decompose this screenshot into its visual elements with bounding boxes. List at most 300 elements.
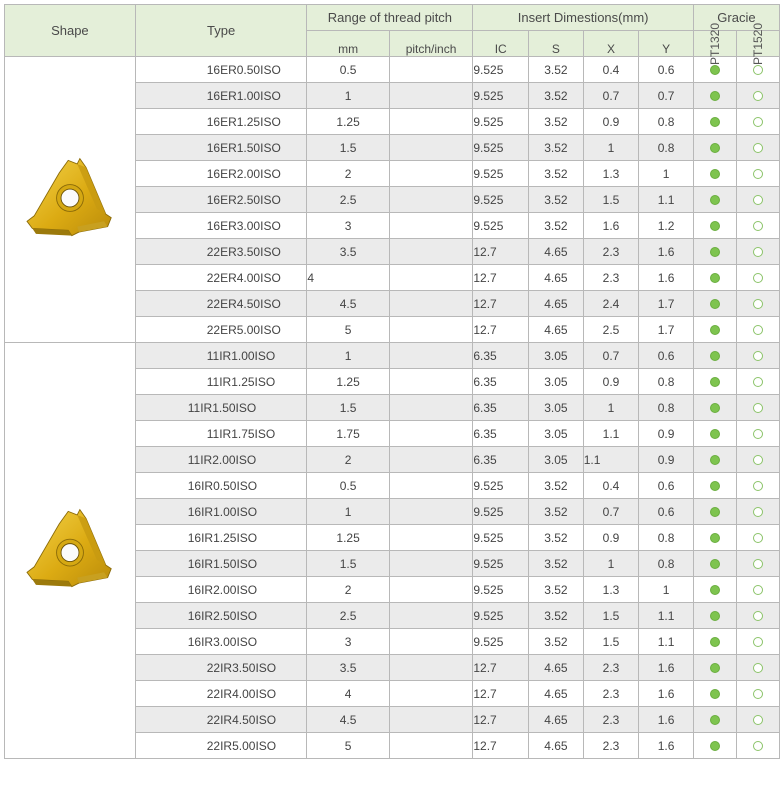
grade-pt1320-cell — [693, 681, 736, 707]
empty-dot-icon — [753, 117, 763, 127]
type-cell: 16IR1.00ISO — [135, 499, 307, 525]
pitch-mm-cell: 5 — [307, 317, 389, 343]
pitch-inch-cell — [389, 473, 473, 499]
s-cell: 4.65 — [529, 239, 584, 265]
pitch-inch-cell — [389, 707, 473, 733]
s-cell: 3.52 — [529, 57, 584, 83]
grade-pt1520-cell — [736, 499, 779, 525]
type-cell: 16ER1.50ISO — [135, 135, 307, 161]
grade-pt1520-cell — [736, 655, 779, 681]
grade-pt1520-cell — [736, 83, 779, 109]
header-s: S — [529, 31, 584, 57]
y-cell: 1.6 — [639, 707, 694, 733]
y-cell: 0.8 — [639, 395, 694, 421]
empty-dot-icon — [753, 455, 763, 465]
x-cell: 0.9 — [583, 369, 639, 395]
y-cell: 1.1 — [639, 629, 694, 655]
pitch-inch-cell — [389, 551, 473, 577]
filled-dot-icon — [710, 559, 720, 569]
filled-dot-icon — [710, 351, 720, 361]
y-cell: 1.6 — [639, 681, 694, 707]
grade-pt1320-cell — [693, 707, 736, 733]
pitch-inch-cell — [389, 395, 473, 421]
x-cell: 1.3 — [583, 577, 639, 603]
y-cell: 1.2 — [639, 213, 694, 239]
s-cell: 3.52 — [529, 629, 584, 655]
y-cell: 0.8 — [639, 369, 694, 395]
filled-dot-icon — [710, 715, 720, 725]
type-cell: 11IR2.00ISO — [135, 447, 307, 473]
ic-cell: 9.525 — [473, 525, 529, 551]
grade-pt1520-cell — [736, 109, 779, 135]
y-cell: 1.7 — [639, 291, 694, 317]
type-cell: 16IR1.25ISO — [135, 525, 307, 551]
ic-cell: 6.35 — [473, 343, 529, 369]
y-cell: 1.7 — [639, 317, 694, 343]
grade-pt1320-cell — [693, 369, 736, 395]
filled-dot-icon — [710, 117, 720, 127]
grade-pt1520-cell — [736, 733, 779, 759]
pitch-inch-cell — [389, 733, 473, 759]
filled-dot-icon — [710, 481, 720, 491]
filled-dot-icon — [710, 741, 720, 751]
pitch-mm-cell: 2 — [307, 447, 389, 473]
ic-cell: 9.525 — [473, 499, 529, 525]
empty-dot-icon — [753, 65, 763, 75]
y-cell: 1.1 — [639, 187, 694, 213]
y-cell: 0.6 — [639, 343, 694, 369]
type-cell: 11IR1.00ISO — [135, 343, 307, 369]
x-cell: 1 — [583, 551, 639, 577]
x-cell: 0.7 — [583, 499, 639, 525]
s-cell: 3.05 — [529, 395, 584, 421]
filled-dot-icon — [710, 611, 720, 621]
grade-pt1320-cell — [693, 135, 736, 161]
ic-cell: 12.7 — [473, 681, 529, 707]
grade-pt1520-cell — [736, 265, 779, 291]
x-cell: 1 — [583, 135, 639, 161]
grade-pt1320-cell — [693, 577, 736, 603]
grade-pt1320-cell — [693, 239, 736, 265]
pitch-mm-cell: 2.5 — [307, 603, 389, 629]
grade-pt1320-cell — [693, 317, 736, 343]
pitch-inch-cell — [389, 187, 473, 213]
x-cell: 2.4 — [583, 291, 639, 317]
filled-dot-icon — [710, 65, 720, 75]
x-cell: 1 — [583, 395, 639, 421]
pitch-inch-cell — [389, 265, 473, 291]
header-x: X — [583, 31, 639, 57]
grade-pt1520-cell — [736, 135, 779, 161]
y-cell: 1.6 — [639, 733, 694, 759]
x-cell: 2.3 — [583, 733, 639, 759]
pitch-inch-cell — [389, 135, 473, 161]
filled-dot-icon — [710, 221, 720, 231]
s-cell: 3.52 — [529, 473, 584, 499]
header-mm: mm — [307, 31, 389, 57]
y-cell: 0.6 — [639, 57, 694, 83]
x-cell: 1.1 — [583, 447, 639, 473]
s-cell: 4.65 — [529, 681, 584, 707]
ic-cell: 6.35 — [473, 447, 529, 473]
grade-pt1320-cell — [693, 655, 736, 681]
pitch-inch-cell — [389, 109, 473, 135]
filled-dot-icon — [710, 455, 720, 465]
grade-pt1520-cell — [736, 161, 779, 187]
filled-dot-icon — [710, 585, 720, 595]
empty-dot-icon — [753, 403, 763, 413]
ic-cell: 9.525 — [473, 135, 529, 161]
grade-pt1520-cell — [736, 291, 779, 317]
pitch-mm-cell: 3 — [307, 213, 389, 239]
type-cell: 16IR1.50ISO — [135, 551, 307, 577]
grade-pt1320-cell — [693, 343, 736, 369]
filled-dot-icon — [710, 533, 720, 543]
grade-pt1520-cell — [736, 447, 779, 473]
grade-pt1320-cell — [693, 421, 736, 447]
grade-pt1320-cell — [693, 265, 736, 291]
pitch-mm-cell: 2.5 — [307, 187, 389, 213]
pitch-inch-cell — [389, 577, 473, 603]
header-grade: Gracie — [693, 5, 779, 31]
header-insert-dimensions: Insert Dimestions(mm) — [473, 5, 694, 31]
grade-pt1320-cell — [693, 395, 736, 421]
type-cell: 16ER1.00ISO — [135, 83, 307, 109]
pitch-inch-cell — [389, 239, 473, 265]
s-cell: 3.52 — [529, 83, 584, 109]
pitch-inch-cell — [389, 629, 473, 655]
empty-dot-icon — [753, 611, 763, 621]
type-cell: 22ER5.00ISO — [135, 317, 307, 343]
pitch-mm-cell: 1 — [307, 343, 389, 369]
y-cell: 1 — [639, 577, 694, 603]
ic-cell: 9.525 — [473, 187, 529, 213]
pitch-mm-cell: 1.5 — [307, 395, 389, 421]
empty-dot-icon — [753, 169, 763, 179]
header-type: Type — [135, 5, 307, 57]
grade-pt1520-cell — [736, 681, 779, 707]
grade-pt1520-cell — [736, 629, 779, 655]
s-cell: 3.52 — [529, 187, 584, 213]
header-y: Y — [639, 31, 694, 57]
x-cell: 2.3 — [583, 239, 639, 265]
s-cell: 3.52 — [529, 499, 584, 525]
type-cell: 11IR1.50ISO — [135, 395, 307, 421]
grade-pt1320-cell — [693, 213, 736, 239]
y-cell: 0.8 — [639, 525, 694, 551]
pitch-mm-cell: 4 — [307, 681, 389, 707]
type-cell: 16ER2.00ISO — [135, 161, 307, 187]
s-cell: 4.65 — [529, 317, 584, 343]
y-cell: 0.6 — [639, 499, 694, 525]
grade-pt1320-cell — [693, 499, 736, 525]
type-cell: 16ER3.00ISO — [135, 213, 307, 239]
grade-pt1520-cell — [736, 369, 779, 395]
empty-dot-icon — [753, 585, 763, 595]
x-cell: 2.3 — [583, 681, 639, 707]
s-cell: 3.05 — [529, 421, 584, 447]
table-row — [5, 343, 780, 369]
pitch-inch-cell — [389, 317, 473, 343]
pitch-mm-cell: 3.5 — [307, 655, 389, 681]
header-pitch-per-inch: pitch/inch — [389, 31, 473, 57]
y-cell: 1 — [639, 161, 694, 187]
pitch-mm-cell: 0.5 — [307, 57, 389, 83]
grade-pt1320-cell — [693, 473, 736, 499]
ic-cell: 12.7 — [473, 733, 529, 759]
s-cell: 3.52 — [529, 109, 584, 135]
x-cell: 0.7 — [583, 343, 639, 369]
empty-dot-icon — [753, 689, 763, 699]
ic-cell: 12.7 — [473, 239, 529, 265]
type-cell: 11IR1.75ISO — [135, 421, 307, 447]
pitch-inch-cell — [389, 291, 473, 317]
y-cell: 0.6 — [639, 473, 694, 499]
x-cell: 0.4 — [583, 473, 639, 499]
grade-pt1320-cell — [693, 187, 736, 213]
x-cell: 1.6 — [583, 213, 639, 239]
grade-pt1320-cell — [693, 733, 736, 759]
pitch-inch-cell — [389, 369, 473, 395]
y-cell: 0.8 — [639, 109, 694, 135]
ic-cell: 9.525 — [473, 551, 529, 577]
grade-pt1320-cell — [693, 109, 736, 135]
s-cell: 3.52 — [529, 525, 584, 551]
filled-dot-icon — [710, 195, 720, 205]
pitch-mm-cell: 4.5 — [307, 707, 389, 733]
empty-dot-icon — [753, 377, 763, 387]
filled-dot-icon — [710, 143, 720, 153]
ic-cell: 6.35 — [473, 421, 529, 447]
type-cell: 16IR3.00ISO — [135, 629, 307, 655]
header-grade-pt1320: PT1320 — [693, 31, 736, 57]
x-cell: 2.3 — [583, 655, 639, 681]
ic-cell: 9.525 — [473, 109, 529, 135]
filled-dot-icon — [710, 429, 720, 439]
x-cell: 1.5 — [583, 187, 639, 213]
type-cell: 22IR3.50ISO — [135, 655, 307, 681]
x-cell: 0.9 — [583, 525, 639, 551]
grade-pt1520-cell — [736, 551, 779, 577]
header-ic: IC — [473, 31, 529, 57]
type-cell: 22IR4.00ISO — [135, 681, 307, 707]
pitch-mm-cell: 4.5 — [307, 291, 389, 317]
grade-pt1320-cell — [693, 291, 736, 317]
type-cell: 16IR0.50ISO — [135, 473, 307, 499]
empty-dot-icon — [753, 351, 763, 361]
y-cell: 0.9 — [639, 447, 694, 473]
type-cell: 16ER2.50ISO — [135, 187, 307, 213]
filled-dot-icon — [710, 169, 720, 179]
grade-pt1320-cell — [693, 525, 736, 551]
pitch-mm-cell: 1.5 — [307, 135, 389, 161]
ic-cell: 9.525 — [473, 629, 529, 655]
pitch-mm-cell: 3 — [307, 629, 389, 655]
y-cell: 1.6 — [639, 655, 694, 681]
pitch-mm-cell: 1.75 — [307, 421, 389, 447]
ic-cell: 9.525 — [473, 473, 529, 499]
ic-cell: 12.7 — [473, 291, 529, 317]
ic-cell: 12.7 — [473, 655, 529, 681]
table-row — [5, 57, 780, 83]
x-cell: 1.5 — [583, 603, 639, 629]
pitch-inch-cell — [389, 499, 473, 525]
pitch-inch-cell — [389, 525, 473, 551]
grade-pt1320-cell — [693, 551, 736, 577]
x-cell: 2.3 — [583, 265, 639, 291]
type-cell: 16ER1.25ISO — [135, 109, 307, 135]
header-thread-pitch-range: Range of thread pitch — [307, 5, 473, 31]
empty-dot-icon — [753, 481, 763, 491]
pitch-inch-cell — [389, 603, 473, 629]
y-cell: 0.7 — [639, 83, 694, 109]
type-cell: 11IR1.25ISO — [135, 369, 307, 395]
ic-cell: 9.525 — [473, 57, 529, 83]
x-cell: 1.1 — [583, 421, 639, 447]
grade-pt1520-cell — [736, 343, 779, 369]
shape-cell — [5, 343, 136, 759]
filled-dot-icon — [710, 377, 720, 387]
type-cell: 22IR5.00ISO — [135, 733, 307, 759]
empty-dot-icon — [753, 299, 763, 309]
empty-dot-icon — [753, 273, 763, 283]
ic-cell: 9.525 — [473, 213, 529, 239]
filled-dot-icon — [710, 91, 720, 101]
grade-pt1320-cell — [693, 629, 736, 655]
insert-spec-table — [4, 4, 780, 759]
ic-cell: 6.35 — [473, 395, 529, 421]
pitch-inch-cell — [389, 57, 473, 83]
x-cell: 2.5 — [583, 317, 639, 343]
pitch-mm-cell: 1.25 — [307, 525, 389, 551]
ic-cell: 12.7 — [473, 707, 529, 733]
grade-pt1520-cell — [736, 473, 779, 499]
y-cell: 0.8 — [639, 135, 694, 161]
y-cell: 1.1 — [639, 603, 694, 629]
x-cell: 0.4 — [583, 57, 639, 83]
x-cell: 0.9 — [583, 109, 639, 135]
pitch-inch-cell — [389, 161, 473, 187]
pitch-inch-cell — [389, 447, 473, 473]
ic-cell: 9.525 — [473, 161, 529, 187]
pitch-mm-cell: 2 — [307, 161, 389, 187]
filled-dot-icon — [710, 273, 720, 283]
x-cell: 1.3 — [583, 161, 639, 187]
pitch-mm-cell: 2 — [307, 577, 389, 603]
header-grade-pt1520: PT1520 — [736, 31, 779, 57]
empty-dot-icon — [753, 221, 763, 231]
empty-dot-icon — [753, 533, 763, 543]
pitch-inch-cell — [389, 681, 473, 707]
grade-pt1320-cell — [693, 603, 736, 629]
empty-dot-icon — [753, 507, 763, 517]
external-thread-insert-image — [16, 155, 124, 241]
ic-cell: 12.7 — [473, 265, 529, 291]
pitch-mm-cell: 3.5 — [307, 239, 389, 265]
x-cell: 1.5 — [583, 629, 639, 655]
grade-pt1520-cell — [736, 213, 779, 239]
s-cell: 3.05 — [529, 447, 584, 473]
pitch-inch-cell — [389, 421, 473, 447]
ic-cell: 12.7 — [473, 317, 529, 343]
filled-dot-icon — [710, 689, 720, 699]
grade-pt1520-cell — [736, 707, 779, 733]
type-cell: 16ER0.50ISO — [135, 57, 307, 83]
empty-dot-icon — [753, 247, 763, 257]
s-cell: 4.65 — [529, 733, 584, 759]
grade-pt1320-cell — [693, 447, 736, 473]
pitch-mm-cell: 5 — [307, 733, 389, 759]
pitch-mm-cell: 1.5 — [307, 551, 389, 577]
filled-dot-icon — [710, 663, 720, 673]
s-cell: 3.05 — [529, 369, 584, 395]
type-cell: 22ER4.00ISO — [135, 265, 307, 291]
ic-cell: 9.525 — [473, 83, 529, 109]
filled-dot-icon — [710, 637, 720, 647]
s-cell: 3.52 — [529, 213, 584, 239]
x-cell: 0.7 — [583, 83, 639, 109]
x-cell: 2.3 — [583, 707, 639, 733]
grade-pt1320-cell — [693, 161, 736, 187]
grade-pt1520-cell — [736, 603, 779, 629]
filled-dot-icon — [710, 247, 720, 257]
s-cell: 3.52 — [529, 551, 584, 577]
y-cell: 0.8 — [639, 551, 694, 577]
type-cell: 22ER3.50ISO — [135, 239, 307, 265]
empty-dot-icon — [753, 663, 763, 673]
type-cell: 16IR2.00ISO — [135, 577, 307, 603]
grade-pt1520-cell — [736, 577, 779, 603]
empty-dot-icon — [753, 637, 763, 647]
empty-dot-icon — [753, 741, 763, 751]
pitch-mm-cell: 4 — [307, 265, 389, 291]
type-cell: 22ER4.50ISO — [135, 291, 307, 317]
grade-pt1520-cell — [736, 421, 779, 447]
grade-pt1520-cell — [736, 525, 779, 551]
s-cell: 3.52 — [529, 135, 584, 161]
empty-dot-icon — [753, 559, 763, 569]
filled-dot-icon — [710, 403, 720, 413]
pitch-inch-cell — [389, 83, 473, 109]
empty-dot-icon — [753, 715, 763, 725]
filled-dot-icon — [710, 507, 720, 517]
pitch-inch-cell — [389, 343, 473, 369]
ic-cell: 9.525 — [473, 577, 529, 603]
s-cell: 4.65 — [529, 655, 584, 681]
header-shape: Shape — [5, 5, 136, 57]
filled-dot-icon — [710, 325, 720, 335]
s-cell: 4.65 — [529, 291, 584, 317]
ic-cell: 9.525 — [473, 603, 529, 629]
empty-dot-icon — [753, 429, 763, 439]
internal-thread-insert-image — [16, 506, 124, 592]
type-cell: 22IR4.50ISO — [135, 707, 307, 733]
grade-pt1520-cell — [736, 317, 779, 343]
pitch-mm-cell: 0.5 — [307, 473, 389, 499]
pitch-inch-cell — [389, 655, 473, 681]
y-cell: 0.9 — [639, 421, 694, 447]
empty-dot-icon — [753, 325, 763, 335]
s-cell: 4.65 — [529, 265, 584, 291]
grade-pt1320-cell — [693, 83, 736, 109]
grade-pt1520-cell — [736, 239, 779, 265]
empty-dot-icon — [753, 195, 763, 205]
grade-pt1520-cell — [736, 395, 779, 421]
y-cell: 1.6 — [639, 265, 694, 291]
s-cell: 3.52 — [529, 161, 584, 187]
pitch-mm-cell: 1 — [307, 499, 389, 525]
empty-dot-icon — [753, 91, 763, 101]
